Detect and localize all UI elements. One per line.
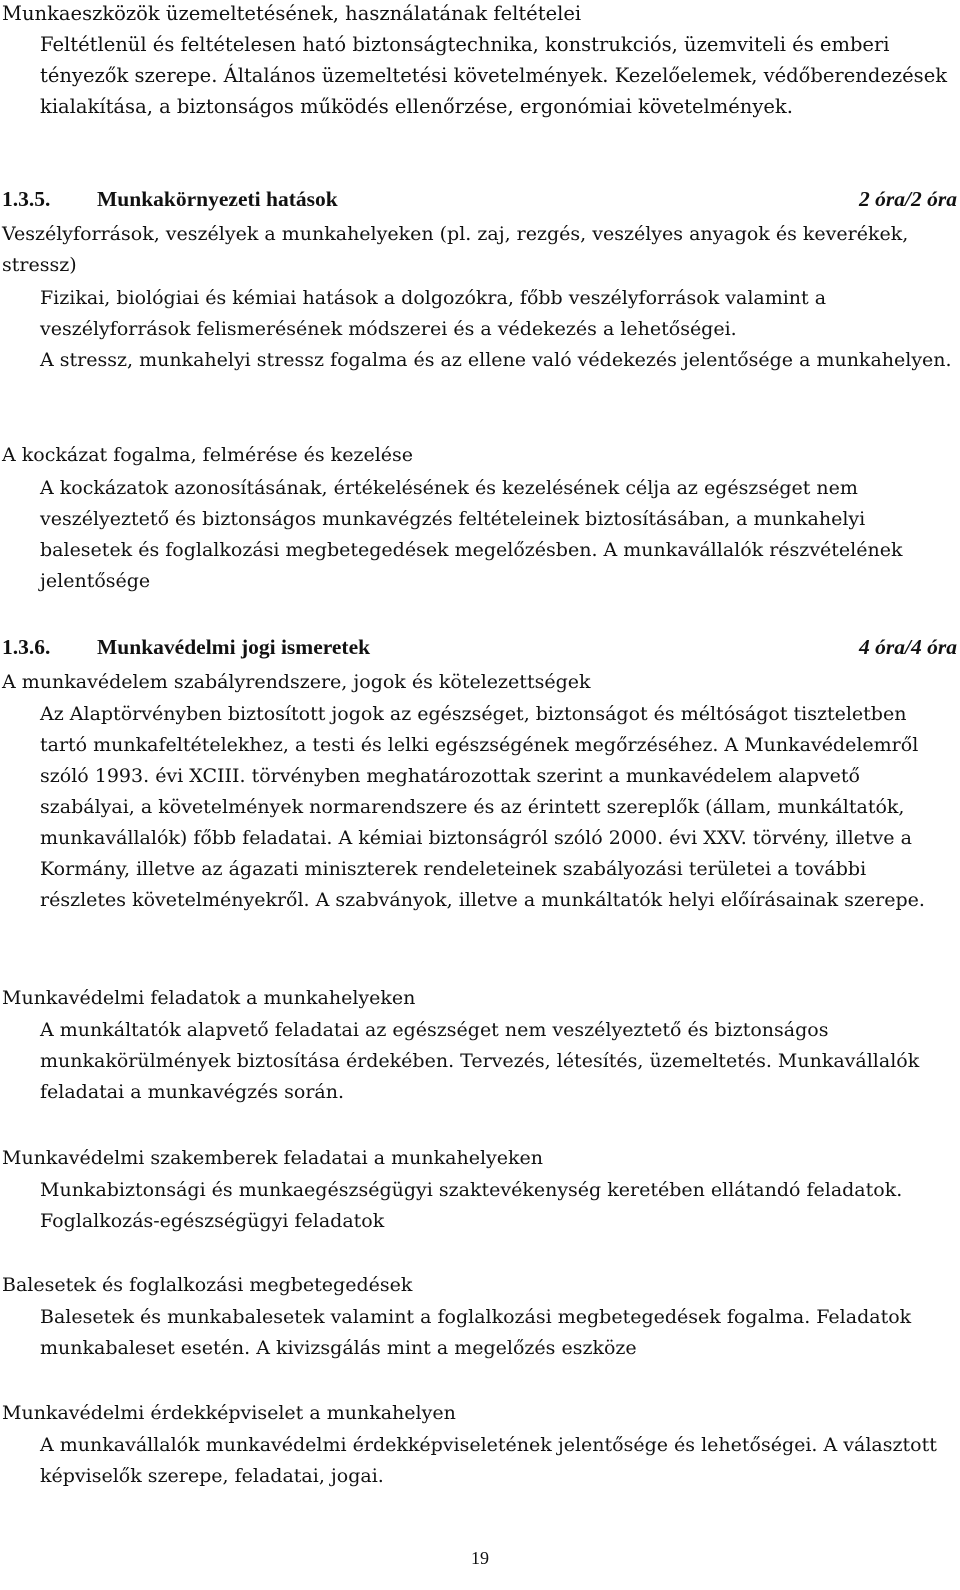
representation-para: A munkavállalók munkavédelmi érdekképviseletének jelentősége és lehetőségei. A választott képviselők szerepe, feladatai, jogai. [40,1434,937,1487]
section-135-intro: Veszélyforrások, veszélyek a munkahelyeken (pl. zaj, rezgés, veszélyes anyagok és keverékek, stressz) [2,223,909,276]
section-135-number: 1.3.5. [2,187,51,211]
section-136-duration: 4 óra/4 óra [859,635,957,659]
page-number: 19 [471,1548,489,1568]
risk-subheading: A kockázat fogalma, felmérése és kezelése [2,444,414,466]
section-135-para1: Fizikai, biológiai és kémiai hatások a dolgozókra, főbb veszélyforrások valamint a veszélyforrások felismerésének módszerei és a védekezés a lehetőségei. [40,287,827,340]
section-136-heading [2,632,957,663]
equipment-body: Feltétlenül és feltételesen ható biztonságtechnika, konstrukciós, üzemviteli és emberi tényezők szerepe. Általános üzemeltetési követelmények. Kezelőelemek, védőberendezések kialakítása, a biztonságos működés ellenőrzése, ergonómiai követelmények. [40,33,948,118]
section-135-para2: A stressz, munkahelyi stressz fogalma és az ellene való védekezés jelentősége a munkahelyen. [40,349,952,371]
representation-subheading: Munkavédelmi érdekképviselet a munkahelyen [2,1402,456,1424]
experts-subheading: Munkavédelmi szakemberek feladatai a munkahelyeken [2,1147,543,1169]
section-136-number: 1.3.6. [2,635,51,659]
accidents-subheading: Balesetek és foglalkozási megbetegedések [2,1274,413,1296]
equipment-section [2,0,957,122]
equipment-heading: Munkaeszközök üzemeltetésének, használatának feltételei [2,2,582,25]
section-135-title: Munkakörnyezeti hatások [97,187,338,211]
tasks-subheading: Munkavédelmi feladatok a munkahelyeken [2,987,416,1009]
law-para: Az Alaptörvényben biztosított jogok az egészséget, biztonságot és méltóságot tiszteletben tartó munkafeltételekhez, a testi és lelki egészségének megőrzéséhez. A Munkavédelemről szóló 1993. évi XCIII. törvényben meghatározottak szerint a munkavédelem alapvető szabályai, a követelmények normarendszere és az érintett szereplők (állam, munkáltatók, munkavállalók) főbb feladatai. A kémiai biztonságról szóló 2000. évi XXV. törvény, illetve a Kormány, illetve az ágazati miniszterek rendeleteinek szabályozási területei a további részletes követelményekről. A szabványok, illetve a munkáltatók helyi előírásainak szerepe. [40,703,925,911]
section-136-title: Munkavédelmi jogi ismeretek [97,635,371,659]
risk-para: A kockázatok azonosításának, értékelésének és kezelésének célja az egészséget nem veszélyeztető és biztonságos munkavégzés feltételeinek biztosításában, a munkahelyi balesetek és foglalkozási megbetegedések megelőzésben. A munkavállalók részvételének jelentősége [40,477,903,592]
section-135-heading [2,184,957,215]
law-subheading: A munkavédelem szabályrendszere, jogok és kötelezettségek [2,671,591,693]
experts-para: Munkabiztonsági és munkaegészségügyi szaktevékenység keretében ellátandó feladatok. Foglalkozás-egészségügyi feladatok [40,1179,903,1232]
tasks-para: A munkáltatók alapvető feladatai az egészséget nem veszélyeztető és biztonságos munkakörülmények biztosítása érdekében. Tervezés, létesítés, üzemeltetés. Munkavállalók feladatai a munkavégzés során. [40,1019,920,1103]
section-135-duration: 2 óra/2 óra [859,187,957,211]
accidents-para: Balesetek és munkabalesetek valamint a foglalkozási megbetegedések fogalma. Feladatok munkabaleset esetén. A kivizsgálás mint a megelőzés eszköze [40,1306,912,1359]
